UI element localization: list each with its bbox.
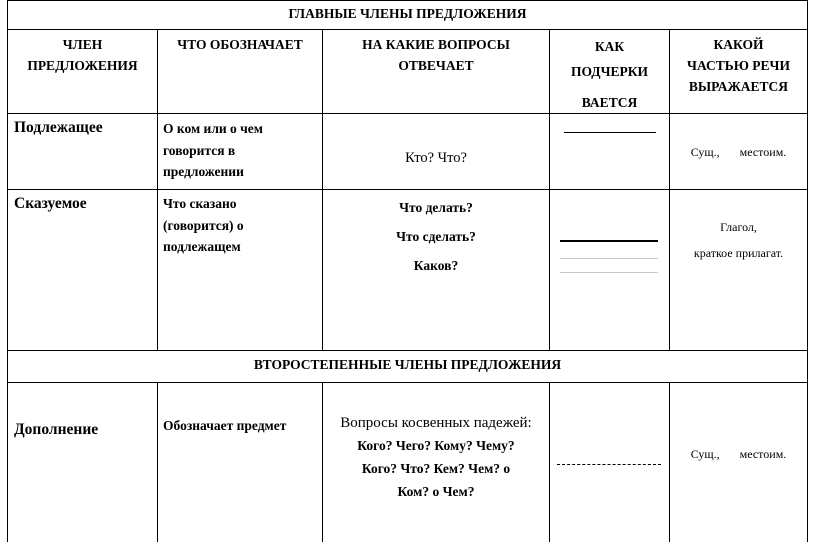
- row-divider: [7, 29, 808, 30]
- main-section-title: ГЛАВНЫЕ ЧЛЕНЫ ПРЕДЛОЖЕНИЯ: [288, 6, 527, 21]
- row-subject-meaning: О ком или о чем говорится в предложении: [163, 121, 263, 179]
- header-part-of-speech: КАКОЙ ЧАСТЬЮ РЕЧИ ВЫРАЖАЕТСЯ: [687, 37, 790, 94]
- table-border-left: [7, 0, 8, 542]
- row-predicate-meaning: Что сказано (говорится) о подлежащем: [163, 196, 244, 254]
- row-predicate-member: Сказуемое: [14, 195, 87, 212]
- row-subject-member: Подлежащее: [14, 119, 103, 136]
- row-divider: [7, 350, 808, 351]
- column-divider: [157, 382, 158, 542]
- row-subject-questions: Кто? Что?: [405, 150, 467, 166]
- row-object-part-of-speech: Сущ., местоим.: [690, 447, 787, 461]
- row-subject-part-of-speech: Сущ., местоим.: [690, 145, 787, 159]
- row-divider: [7, 113, 808, 114]
- double-underline-mark: [560, 240, 658, 242]
- header-meaning: ЧТО ОБОЗНАЧАЕТ: [177, 37, 303, 52]
- header-questions: НА КАКИЕ ВОПРОСЫ ОТВЕЧАЕТ: [362, 37, 510, 73]
- row-divider: [7, 189, 808, 190]
- row-predicate-part-of-speech: Глагол, краткое прилагат.: [693, 220, 784, 260]
- secondary-section-title: ВТОРОСТЕПЕННЫЕ ЧЛЕНЫ ПРЕДЛОЖЕНИЯ: [253, 357, 562, 372]
- header-member: ЧЛЕН ПРЕДЛОЖЕНИЯ: [27, 37, 138, 73]
- row-predicate-questions: Что делать? Что сделать? Каков?: [396, 200, 476, 273]
- double-underline-mark-faint: [560, 258, 658, 259]
- header-underline: КАК ПОДЧЕРКИ ВАЕТСЯ: [570, 39, 649, 110]
- column-divider: [322, 29, 323, 350]
- table-border-right: [807, 0, 808, 542]
- row-divider: [7, 382, 808, 383]
- single-underline-mark: [564, 132, 656, 133]
- row-object-meaning: Обозначает предмет: [163, 418, 287, 433]
- row-object-questions: Вопросы косвенных падежей: Кого? Чего? Кому? Чему? Кого? Что? Кем? Чем? о Ком? о Чем?: [340, 415, 532, 499]
- double-underline-mark-faint: [560, 272, 658, 273]
- dashed-underline-mark: [557, 464, 661, 465]
- table-border-top: [7, 0, 808, 1]
- column-divider: [157, 29, 158, 350]
- column-divider: [549, 382, 550, 542]
- row-object-member: Дополнение: [14, 421, 99, 438]
